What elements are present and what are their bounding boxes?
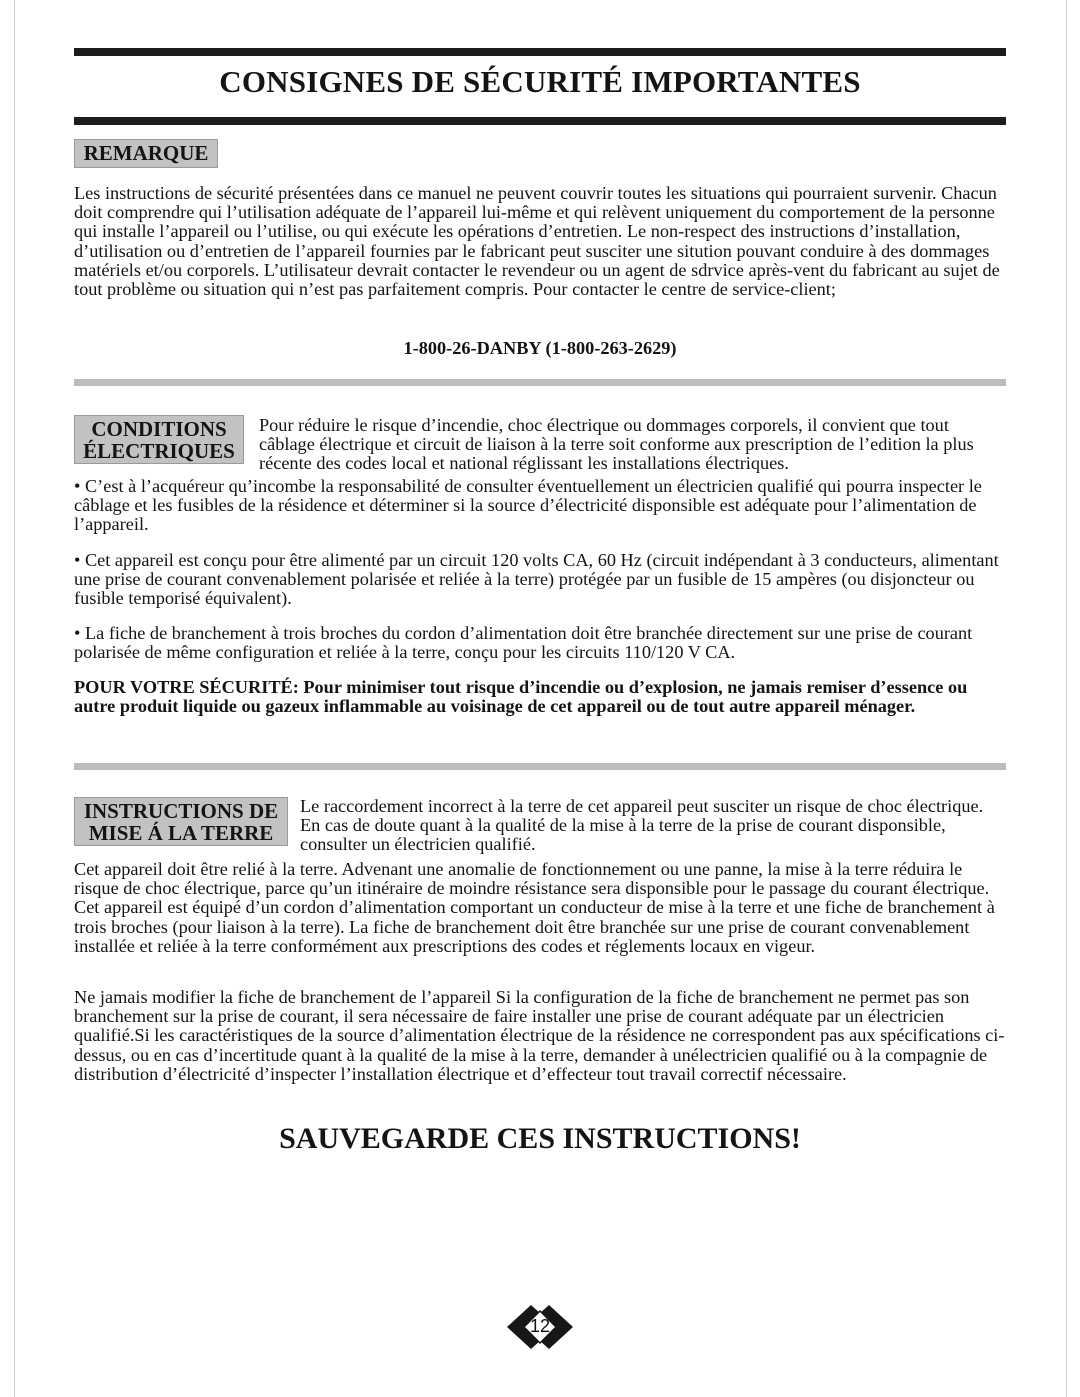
- grounding-label-line1: INSTRUCTIONS DE: [83, 799, 279, 823]
- safety-note: POUR VOTRE SÉCURITÉ: Pour minimiser tout risque d’incendie ou d’explosion, ne jamais remiser d’essence ou autre produit liquide ou gazeux inflammable au voisinage de cet appareil ou de tout autre appareil ménager.: [74, 677, 968, 717]
- page-number-badge: [505, 1302, 575, 1352]
- save-instructions-title: SAUVEGARDE CES INSTRUCTIONS!: [279, 1122, 801, 1155]
- title-underline-rule: [74, 117, 1006, 125]
- page-title: CONSIGNES DE SÉCURITÉ IMPORTANTES: [219, 64, 861, 99]
- page-edge-left: [14, 0, 15, 1397]
- conditions-bullet-2: • Cet appareil est conçu pour être alimenté par un circuit 120 volts CA, 60 Hz (circuit indépendant à 3 conducteurs, alimentant une prise de courant convenablement polarisée et reliée à la terre) protégée par un fusible de 15 ampères (ou disjoncteur ou fusible temporisé équivalent).: [74, 550, 999, 609]
- remarque-label: [74, 139, 218, 168]
- grounding-paragraph-2: Ne jamais modifier la fiche de branchement de l’appareil Si la configuration de la fiche de branchement ne permet pas son branchement sur la prise de courant, il sera nécessaire de faire installer une prise de courant adéquate par un électricien qualifié.Si les caractéristiques de la source d’alimentation électrique de la résidence ne correspondent pas aux spécifications ci-dessus, ou en cas d’incertitude quant à la qualité de la mise à la terre, demander à unélectricien qualifié ou à la compagnie de distribution d’électricité d’inspecter l’installation électrique et d’effecteur tout travail correctif nécessaire.: [74, 987, 1005, 1084]
- conditions-label: [74, 415, 244, 464]
- service-phone: 1-800-26-DANBY (1-800-263-2629): [403, 338, 677, 358]
- remarque-text: Les instructions de sécurité présentées dans ce manuel ne peuvent couvrir toutes les situations qui pourraient survenir. Chacun doit comprendre qui l’utilisation adéquate de l’appareil lui-même et qui relèvent uniquement du comportement de la personne qui installe l’appareil ou l’utilise, ou qui exécute les opérations d’entretien. Le non-respect des instructions d’installation, d’utilisation ou d’entretien de l’appareil fournies par le fabricant peut susciter une sitution pouvant conduire à des dommages matériels et/ou corporels. L’utilisateur devrait contacter le revendeur ou un agent de sdrvice après-vent du fabricant au sujet de tout problème ou situation qui n’est pas parfaitement compris. Pour contacter le centre de service-client;: [74, 183, 1000, 300]
- remarque-label-text: REMARQUE: [83, 141, 209, 165]
- grounding-label-line2: MISE Á LA TERRE: [88, 821, 274, 845]
- conditions-label-line1: CONDITIONS: [91, 417, 227, 441]
- section-divider-2: [74, 763, 1006, 770]
- page-edge-right: [1066, 0, 1067, 1397]
- conditions-intro: Pour réduire le risque d’incendie, choc électrique ou dommages corporels, il convient que tout câblage électrique et circuit de liaison à la terre soit conforme aux prescription de l’edition la plus récente des codes local et national réglissant les installations électriques.: [259, 415, 974, 474]
- conditions-label-line2: ÉLECTRIQUES: [83, 439, 235, 463]
- grounding-intro: Le raccordement incorrect à la terre de cet appareil peut susciter un risque de choc électrique. En cas de doute quant à la qualité de la mise à la terre de la prise de courant disponsible, consulter un électricien qualifié.: [300, 796, 984, 855]
- grounding-paragraph-1: Cet appareil doit être relié à la terre. Advenant une anomalie de fonctionnement ou une panne, la mise à la terre réduira le risque de choc électrique, parce qu’un itinéraire de moindre résistance sera disponsible pour le passage du courant électrique. Cet appareil est équipé d’un cordon d’alimentation comportant un conducteur de mise à la terre et une fiche de branchement à trois broches (pour liaison à la terre). La fiche de branchement doit être branchée sur une prise de courant convenablement installée et reliée à la terre conformément aux prescriptions des codes et réglements locaux en vigeur.: [74, 859, 995, 956]
- section-divider-1: [74, 379, 1006, 386]
- grounding-label: [74, 797, 288, 846]
- conditions-bullet-1: • C’est à l’acquéreur qu’incombe la responsabilité de consulter éventuellement un électricien qualifié qui pourra inspecter le câblage et les fusibles de la résidence et déterminer si la source d’électricité disponsible est adéquate pour l’alimentation de l’appareil.: [74, 476, 982, 535]
- top-rule: [74, 48, 1006, 56]
- page-number: 12: [529, 1316, 551, 1336]
- conditions-bullet-3: • La fiche de branchement à trois broches du cordon d’alimentation doit être branchée directement sur une prise de courant polarisée de même configuration et reliée à la terre, conçu pour les circuits 110/120 V CA.: [74, 623, 973, 663]
